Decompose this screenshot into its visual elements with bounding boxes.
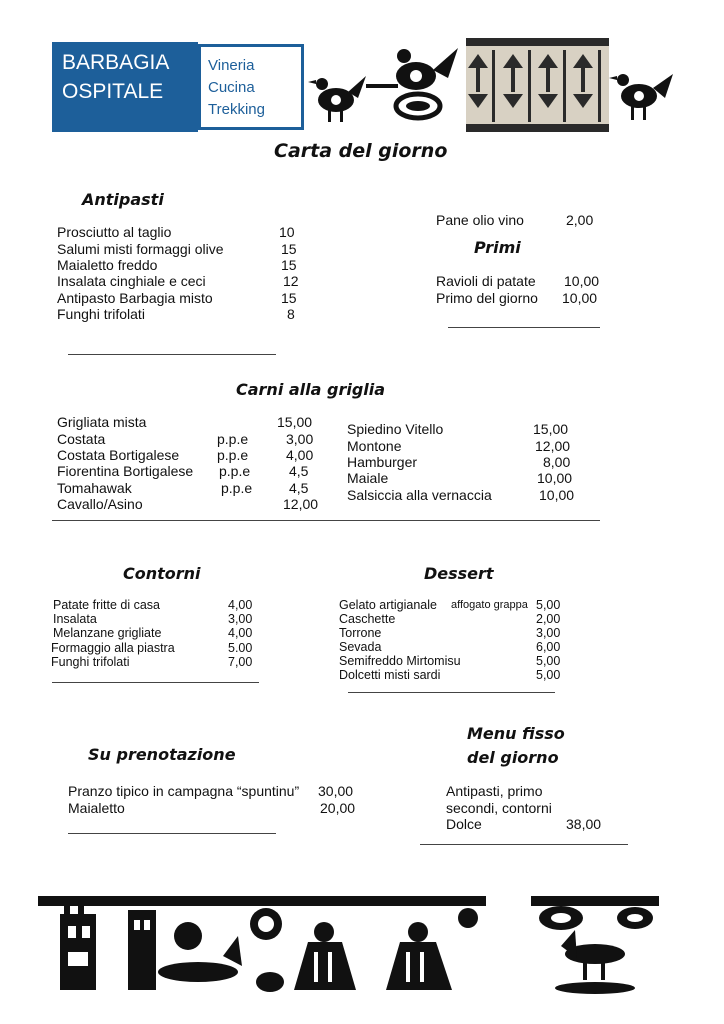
contorni-heading: Contorni	[123, 564, 201, 583]
antipasti-heading: Antipasti	[82, 190, 164, 209]
divider	[52, 682, 259, 683]
tagline-vineria: Vineria	[208, 57, 255, 74]
page-title: Carta del giorno	[274, 140, 448, 162]
brand-logo-block	[52, 42, 198, 132]
prenotazione-heading: Su prenotazione	[88, 745, 236, 764]
bird-decoration-image-right	[609, 66, 675, 124]
divider	[420, 844, 628, 845]
dessert-heading: Dessert	[424, 564, 494, 583]
divider	[348, 692, 555, 693]
carni-heading: Carni alla griglia	[236, 380, 386, 399]
sardinian-bird-decoration-image	[308, 40, 466, 132]
brand-name-line1: BARBAGIA	[62, 51, 170, 74]
sardinian-folk-art-footer-image	[38, 896, 486, 996]
primi-heading: Primi	[474, 238, 521, 257]
divider	[52, 520, 600, 521]
divider	[68, 833, 276, 834]
divider	[448, 327, 600, 328]
tagline-cucina: Cucina	[208, 79, 255, 96]
tagline-trekking: Trekking	[208, 101, 265, 118]
menu-fisso-heading-line2: del giorno	[467, 748, 559, 767]
menu-fisso-line1: Antipasti, primo	[446, 783, 543, 799]
menu-fisso-line2: secondi, contorni	[446, 799, 552, 816]
menu-fisso-heading-line1: Menu fisso	[467, 724, 565, 743]
sardinian-folk-art-footer-image-right	[531, 896, 659, 996]
textile-pattern-decoration-image	[466, 38, 609, 132]
brand-tagline-box	[198, 44, 304, 130]
brand-name-line2: OSPITALE	[62, 80, 164, 103]
divider	[68, 354, 276, 355]
